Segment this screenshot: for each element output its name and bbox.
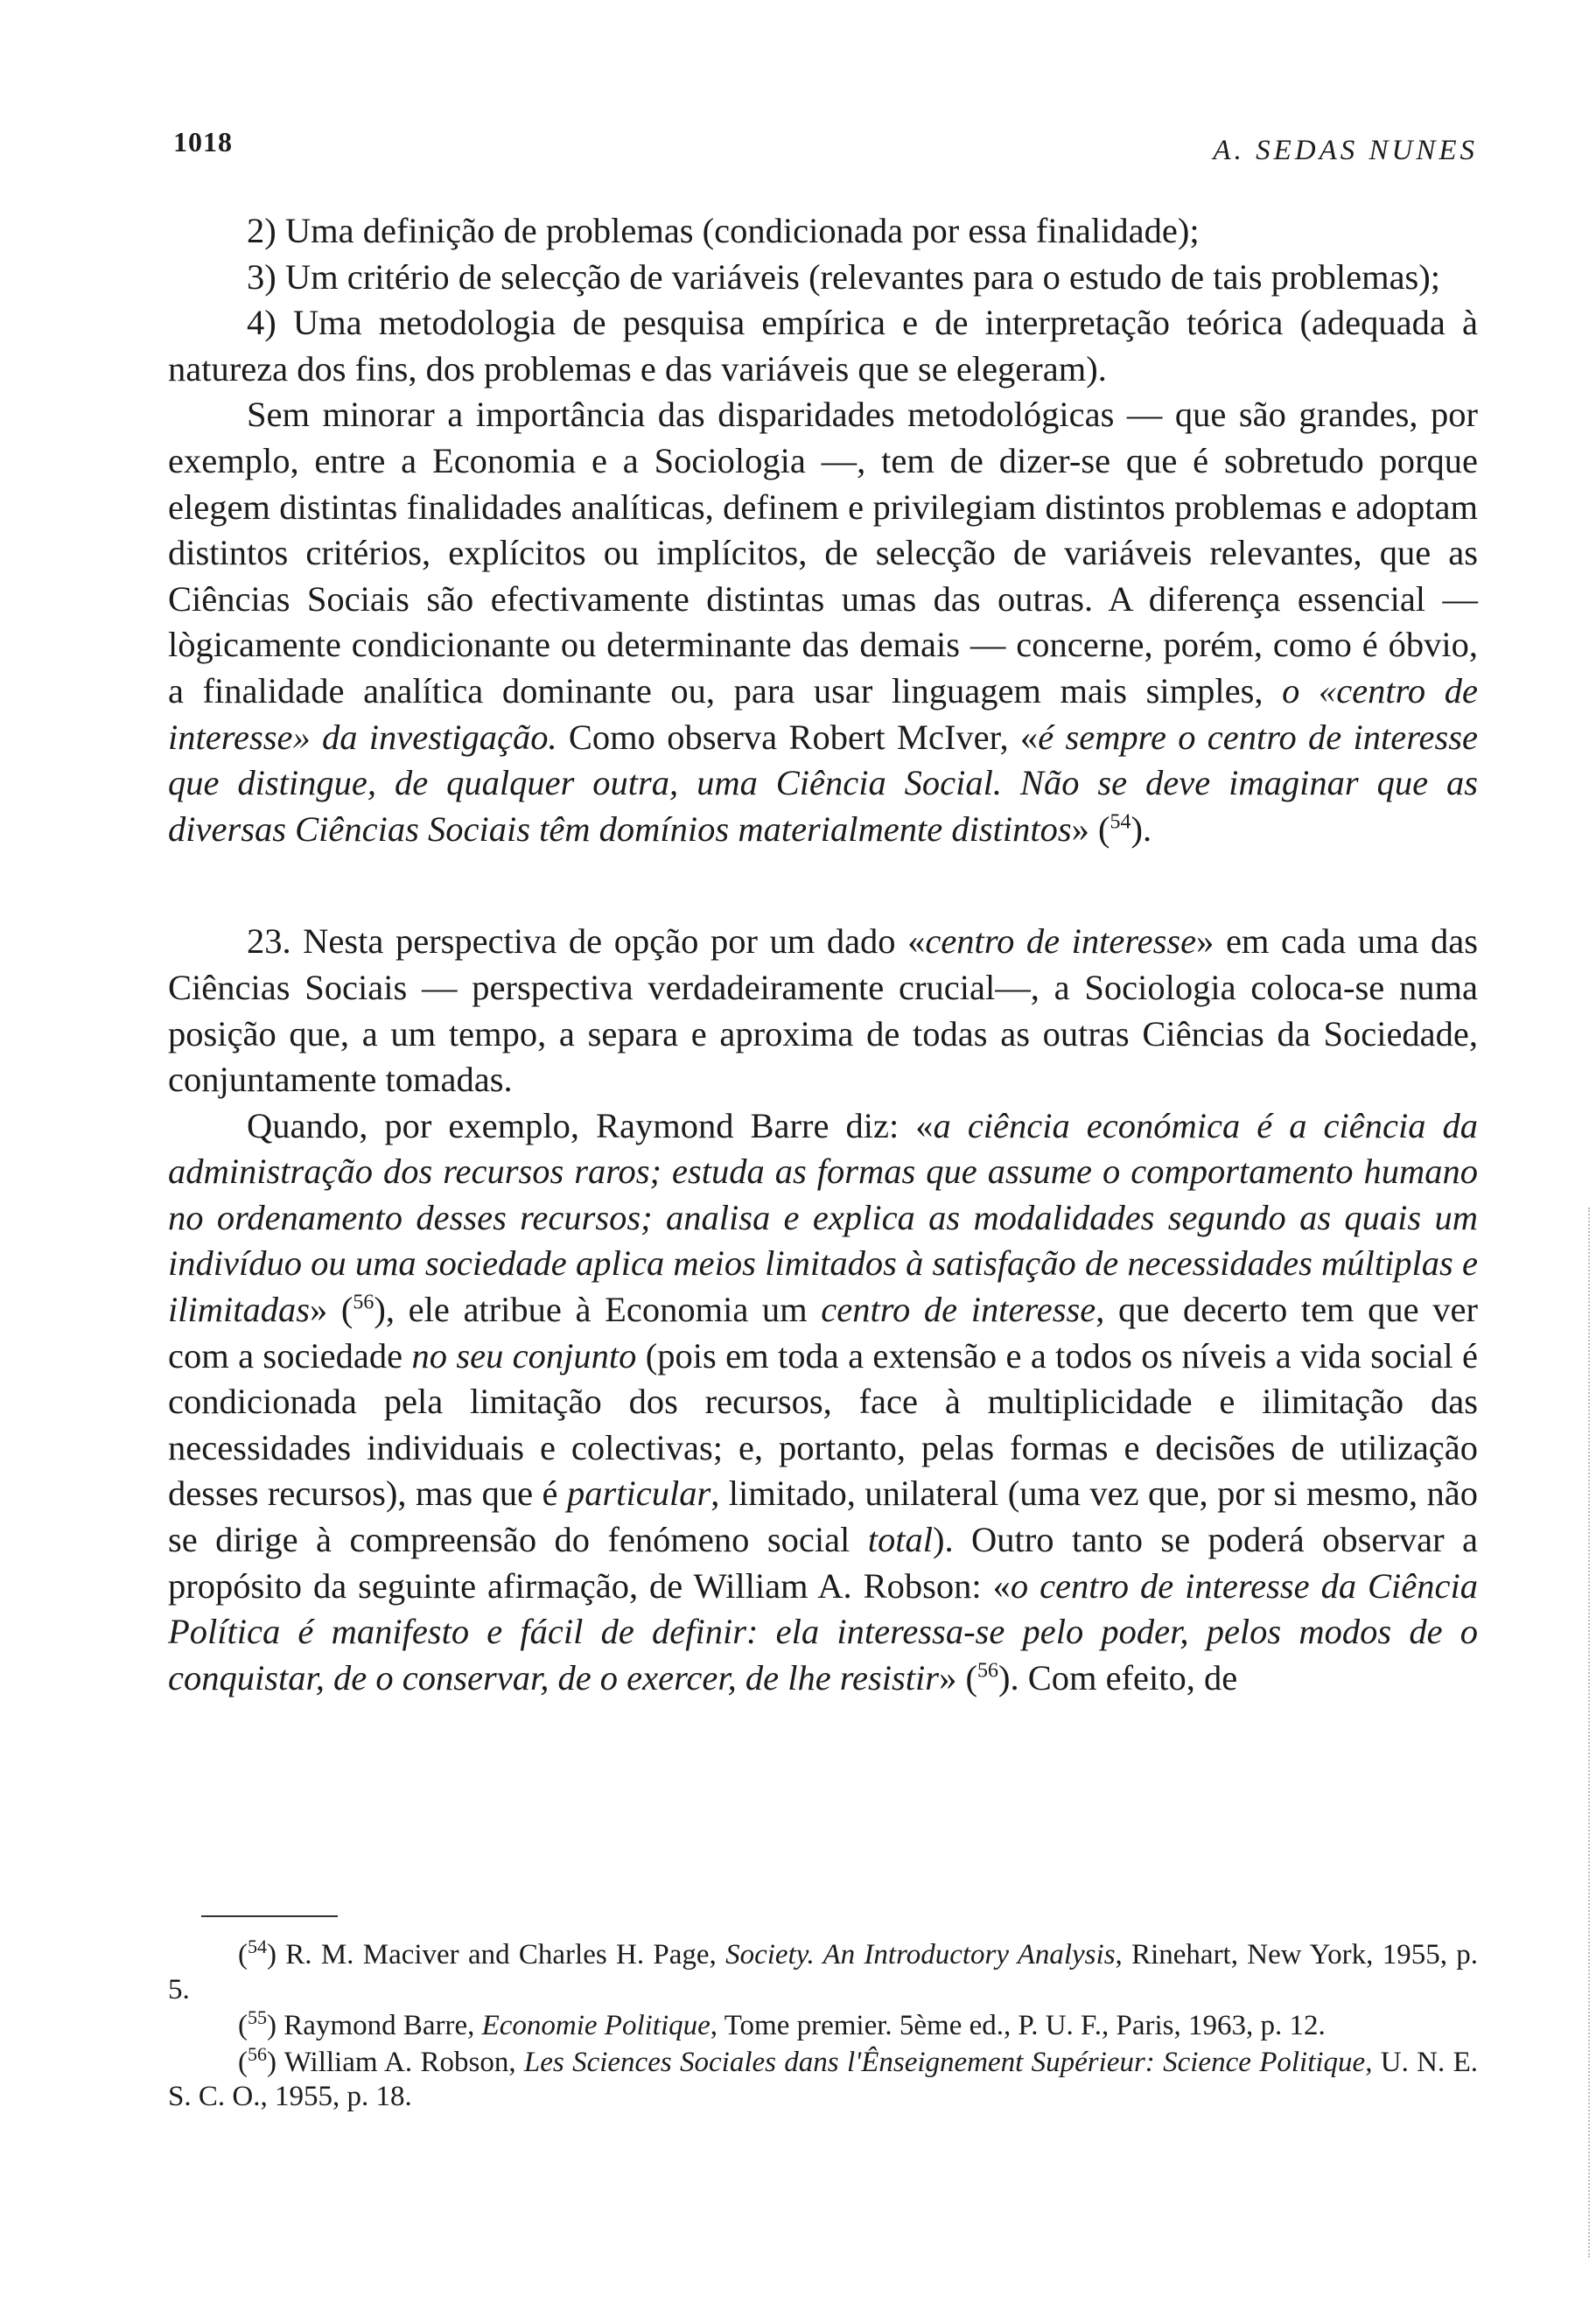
footnote-text: ) William A. Robson,	[267, 2046, 524, 2078]
footnote-mark: 54	[248, 1936, 267, 1957]
text-run: ).	[1130, 808, 1152, 849]
italic-run: total	[867, 1520, 934, 1560]
text-run: Sem minorar a importância das disparidades metodológicas — que são grandes, por exemplo, entre a Economia e a Sociologia —, tem de dizer-se que é sobretudo porque elegem distintas finalidades analíticas, definem e privilegiam distintos problemas e adoptam distintos critérios, explícitos ou implícitos, de selecção de variáveis relevantes, que as Ciências Sociais são efectivamente distintas umas das outras. A diferença essencial — lògicamente condicionante ou determinante das demais — concerne, porém, como é óbvio, a finalidade analítica dominante ou, para usar linguagem mais simples,	[168, 395, 1478, 710]
footnote-text: , U. N. E. S. C. O., 1955, p. 18.	[168, 2046, 1478, 2112]
text-run: (pois em toda a extensão e a todos os níveis a vida social é condicionada pela limitação dos recursos, face à multiplicidade e ilimitação das necessidades individuais e colectivas; e, portanto, pelas formas e decisões de utilização desses recursos), mas que é	[168, 1335, 1478, 1514]
text-run: ), ele atribue à Economia um	[374, 1290, 822, 1330]
body-text	[168, 208, 1478, 1701]
footnote-mark: 55	[248, 2006, 267, 2028]
footnote-56: ($^{56}$) William A. Robson, Les Sciences Sociales dans l'Ênseignement Supérieur: Science Politique, U. N. E. S. C. O., 1955, p. 18.	[168, 2042, 1478, 2112]
footnote-ref-55[interactable]: 56	[353, 1291, 374, 1314]
italic-quote: o centro de interesse da Ciência Política é manifesto e fácil de definir: ela interessa-se pelo poder, pelos modos de o conquistar, de o conservar, de o exercer, de lhe resistir	[168, 1565, 1479, 1698]
text-run: , que decerto tem que ver com a sociedade	[168, 1290, 1478, 1376]
footnote-ref-54[interactable]: 54	[1110, 810, 1131, 834]
footnotes	[168, 1938, 1478, 2117]
italic-run: particular	[566, 1474, 711, 1514]
text-run: , limitado, unilateral (uma vez que, por si mesmo, não se dirige à compreensão do fenómeno social	[168, 1474, 1479, 1560]
scan-edge-mark	[1588, 1208, 1592, 2258]
text-run: Quando, por exemplo, Raymond Barre diz: «	[247, 1105, 934, 1145]
text-run: » (	[939, 1657, 977, 1698]
text-run: Como observa Robert McIver, «	[556, 717, 1039, 757]
list-item-2: 2) Uma definição de problemas (condicionada por essa finalidade);	[247, 211, 1200, 250]
footnote-text: , Tome premier. 5ème ed., P. U. F., Paris, 1963, p. 12.	[710, 2010, 1326, 2041]
paragraph-section-23	[168, 919, 1478, 1102]
footnote-divider	[201, 1915, 338, 1917]
text-run: » em cada uma das Ciências Sociais — perspectiva verdadeiramente crucial—, a Sociologia coloca-se numa posição que, a um tempo, a separa e aproxima de todas as outras Ciências da Sociedade, conjuntamente tomadas.	[168, 921, 1478, 1100]
footnote-mark: 56	[248, 2042, 267, 2065]
footnote-text: ) Raymond Barre,	[267, 2010, 482, 2041]
italic-run: centro de interesse	[925, 921, 1197, 962]
footnote-title: Economie Politique	[481, 2010, 710, 2041]
footnote-54: ($^{54}$) R. M. Maciver and Charles H. Page, Society. An Introductory Analysis, Rinehart, New York, 1955, p. 5.	[168, 1936, 1479, 2006]
italic-quote: é sempre o centro de interesse que distingue, de qualquer outra, uma Ciência Social. Não se deve imaginar que as diversas Ciências Sociais têm domínios materialmente distintos	[168, 717, 1478, 849]
text-run: » (	[1071, 808, 1110, 849]
italic-quote: a ciência económica é a ciência da administração dos recursos raros; estuda as formas que assume o comportamento humano no ordenamento desses recursos; analisa e explica as modalidades segundo as quais um indivíduo ou uma sociedade aplica meios limitados à satisfação de necessidades múltiplas e ilimitadas	[168, 1105, 1478, 1330]
list-item-3: 3) Um critério de selecção de variáveis (relevantes para o estudo de tais problemas);	[247, 256, 1441, 297]
paragraph-barre	[168, 1103, 1478, 1702]
paragraph-disparidades	[168, 392, 1478, 852]
footnote-ref-56[interactable]: 56	[976, 1659, 998, 1683]
text-run: ). Outro tanto se poderá observar a propósito da seguinte afirmação, de William A. Robson: «	[168, 1520, 1478, 1606]
footnote-title: Les Sciences Sociales dans l'Ênseignement Supérieur: Science Politique	[523, 2046, 1366, 2078]
page-number: 1018	[173, 126, 233, 158]
italic-run: o «centro de interesse» da investigação.	[168, 670, 1478, 757]
text-run: ). Com efeito, de	[998, 1657, 1238, 1698]
text-run: » (	[310, 1290, 354, 1330]
italic-run: centro de interesse	[821, 1290, 1096, 1330]
footnote-text: ) R. M. Maciver and Charles H. Page,	[267, 1939, 726, 1970]
text-run: 23. Nesta perspectiva de opção por um dado «	[247, 921, 926, 962]
list-item-4: 4) Uma metodologia de pesquisa empírica e de interpretação teórica (adequada à natureza dos fins, dos problemas e das variáveis que se elegeram).	[168, 303, 1478, 388]
italic-run: no seu conjunto	[411, 1335, 637, 1376]
running-head: A. SEDAS NUNES	[1213, 135, 1478, 166]
footnote-title: Society. An Introductory Analysis	[725, 1939, 1116, 1970]
footnote-55: ($^{55}$) Raymond Barre, Economie Politique, Tome premier. 5ème ed., P. U. F., Paris, 1963, p. 12.	[238, 2006, 1326, 2041]
footnote-text: , Rinehart, New York, 1955, p. 5.	[168, 1939, 1479, 2006]
